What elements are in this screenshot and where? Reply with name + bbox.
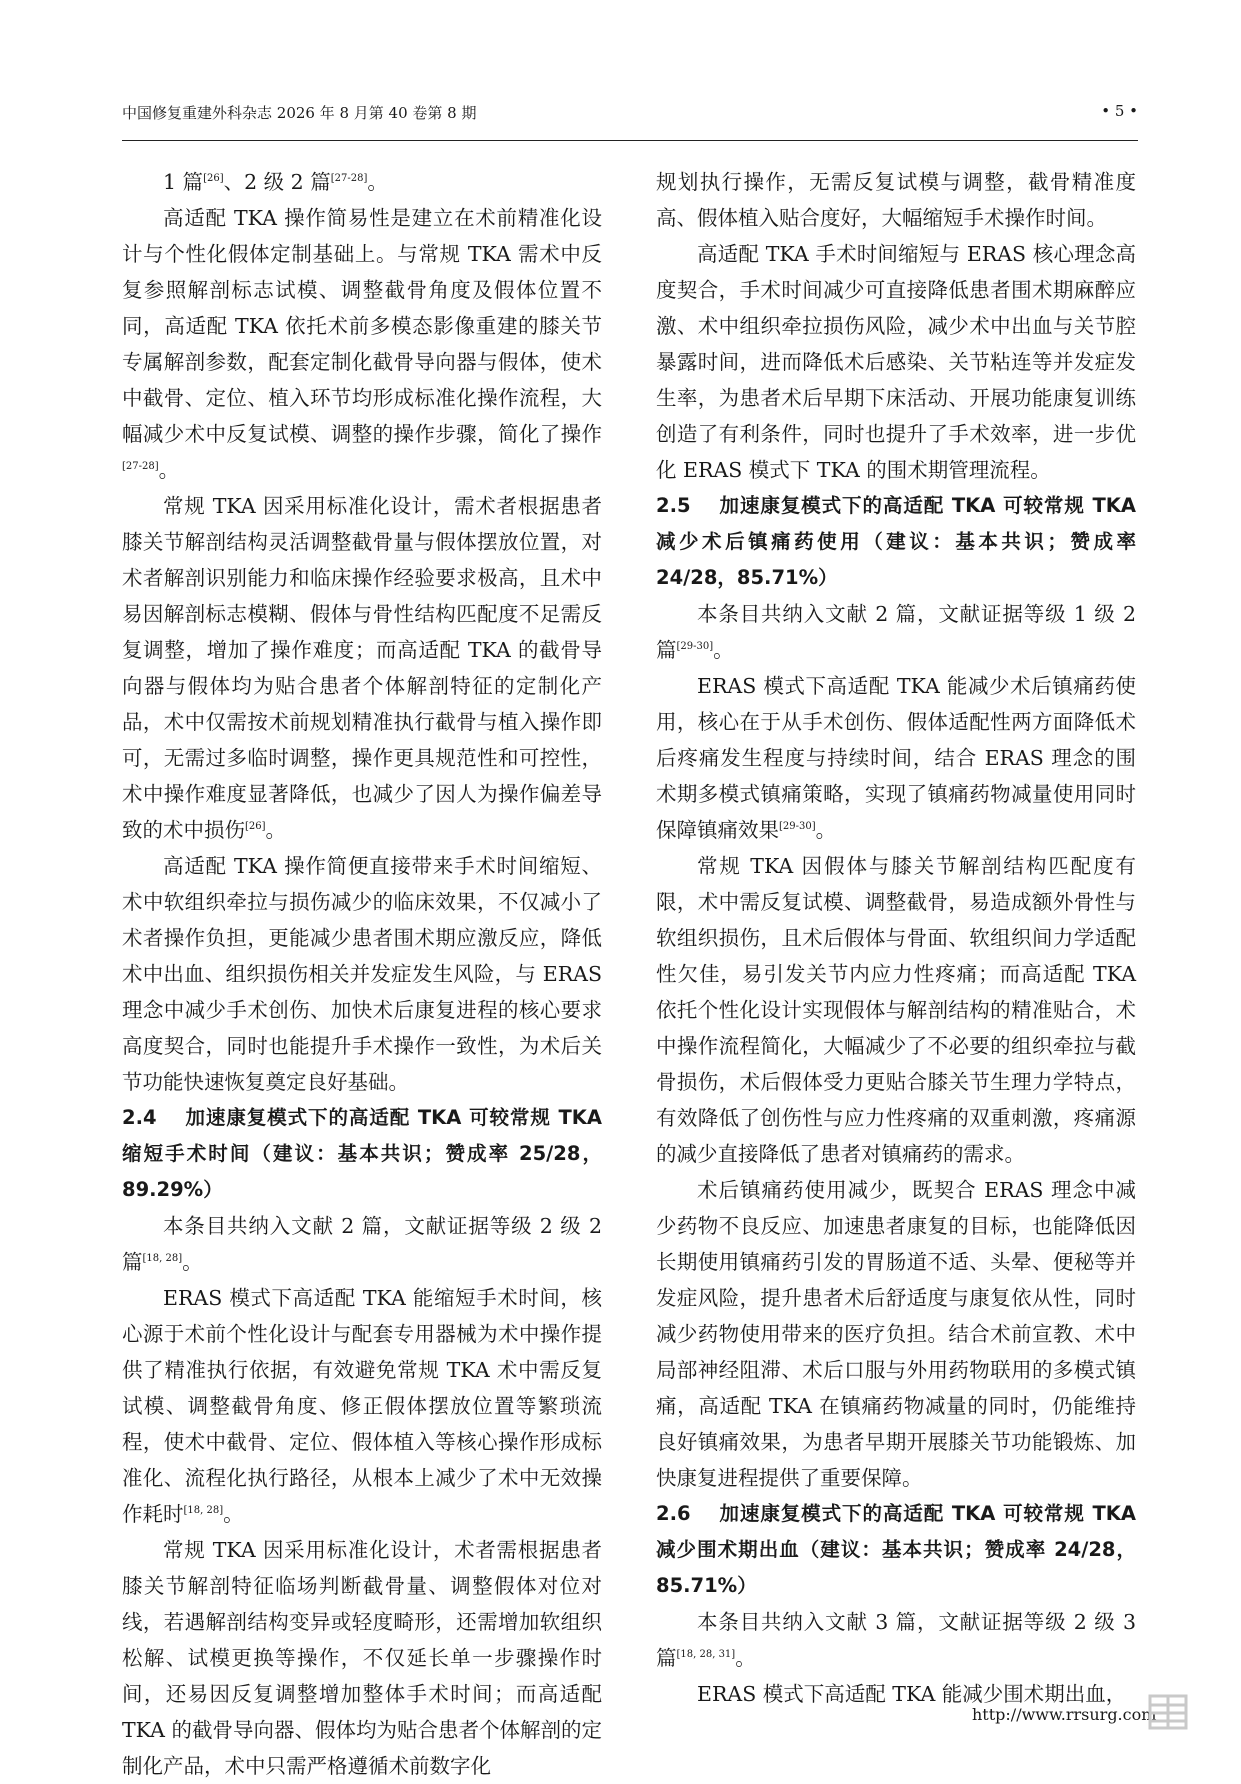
text-run: ERAS 模式下高适配 TKA 能缩短手术时间，核心源于术前个性化设计与配套专用器械为术中操作提供了精准执行依据，有效避免常规 TKA 术中需反复试模、调整截骨角度、修正假体摆放位置等繁琐流程，使术中截骨、定位、假体植入等核心操作形成标准化、流程化执行路径，从根本上减少了术中无效操作耗时 xyxy=(122,1286,602,1526)
body-paragraph xyxy=(122,1208,602,1280)
text-run: 本条目共纳入文献 2 篇，文献证据等级 2 级 2 篇 xyxy=(122,1214,602,1274)
citation-reference: [26] xyxy=(203,173,224,184)
citation-reference: [18, 28] xyxy=(142,1253,183,1264)
section-title: 加速康复模式下的高适配 TKA 可较常规 TKA 减少围术期出血（建议：基本共识；赞成率 24/28，85.71%） xyxy=(656,1502,1136,1597)
left-column xyxy=(122,164,602,1784)
journal-citation: 中国修复重建外科杂志 2026 年 8 月第 40 卷第 8 期 xyxy=(122,104,477,122)
citation-reference: [29-30] xyxy=(676,641,714,652)
text-run: 、2 级 2 篇 xyxy=(223,170,331,194)
text-run: 高适配 TKA 手术时间缩短与 ERAS 核心理念高度契合，手术时间减少可直接降低患者围术期麻醉应激、术中组织牵拉损伤风险，减少术中出血与关节腔暴露时间，进而降低术后感染、关节粘连等并发症发生率，为患者术后早期下床活动、开展功能康复训练创造了有利条件，同时也提升了手术效率，进一步优化 ERAS 模式下 TKA 的围术期管理流程。 xyxy=(656,242,1136,482)
text-run: 1 篇 xyxy=(163,170,204,194)
text-run: 。 xyxy=(158,458,180,482)
section-number: 2.5 xyxy=(656,494,691,517)
body-paragraph xyxy=(656,1172,1136,1496)
citation-reference: [18, 28] xyxy=(183,1505,224,1516)
section-title: 加速康复模式下的高适配 TKA 可较常规 TKA 减少术后镇痛药使用（建议：基本共识；赞成率 24/28，85.71%） xyxy=(656,494,1136,589)
section-number: 2.6 xyxy=(656,1502,691,1525)
section-heading xyxy=(656,488,1136,596)
section-heading xyxy=(122,1100,602,1208)
section-title: 加速康复模式下的高适配 TKA 可较常规 TKA 缩短手术时间（建议：基本共识；赞成率 25/28，89.29%） xyxy=(122,1106,602,1201)
body-paragraph xyxy=(122,1532,602,1784)
body-paragraph xyxy=(656,236,1136,488)
page-number: • 5 • xyxy=(1101,102,1138,120)
text-run: 。 xyxy=(735,1646,756,1670)
text-run: 高适配 TKA 操作简便直接带来手术时间缩短、术中软组织牵拉与损伤减少的临床效果，不仅减小了术者操作负担，更能减少患者围术期应激反应，降低术中出血、组织损伤相关并发症发生风险，与 ERAS 理念中减少手术创伤、加快术后康复进程的核心要求高度契合，同时也能提升手术操作一致性，为术后关节功能快速恢复奠定良好基础。 xyxy=(122,854,602,1094)
text-run: 常规 TKA 因采用标准化设计，需术者根据患者膝关节解剖结构灵活调整截骨量与假体摆放位置，对术者解剖识别能力和临床操作经验要求极高，且术中易因解剖标志模糊、假体与骨性结构匹配度不足需反复调整，增加了操作难度；而高适配 TKA 的截骨导向器与假体均为贴合患者个体解剖特征的定制化产品，术中仅需按术前规划精准执行截骨与植入操作即可，无需过多临时调整，操作更具规范性和可控性，术中操作难度显著降低，也减少了因人为操作偏差导致的术中损伤 xyxy=(122,494,602,842)
body-paragraph xyxy=(656,848,1136,1172)
text-run: 。 xyxy=(815,818,837,842)
text-run: 规划执行操作，无需反复试模与调整，截骨精准度高、假体植入贴合度好，大幅缩短手术操作时间。 xyxy=(656,170,1136,230)
body-paragraph xyxy=(656,596,1136,668)
text-run: 。 xyxy=(182,1250,203,1274)
right-column xyxy=(656,164,1136,1712)
section-number: 2.4 xyxy=(122,1106,157,1129)
body-paragraph xyxy=(122,1280,602,1532)
running-header xyxy=(122,102,1138,130)
text-run: 本条目共纳入文献 2 篇，文献证据等级 1 级 2 篇 xyxy=(656,602,1136,662)
text-run: 常规 TKA 因采用标准化设计，术者需根据患者膝关节解剖特征临场判断截骨量、调整假体对位对线，若遇解剖结构变异或轻度畸形，还需增加软组织松解、试模更换等操作，不仅延长单一步骤操作时间，还易因反复调整增加整体手术时间；而高适配 TKA 的截骨导向器、假体均为贴合患者个体解剖的定制化产品，术中只需严格遵循术前数字化 xyxy=(122,1538,602,1778)
body-paragraph xyxy=(656,164,1136,236)
journal-seal-icon xyxy=(1146,1693,1190,1731)
text-run: 。 xyxy=(367,170,388,194)
header-rule xyxy=(122,140,1138,141)
body-paragraph xyxy=(656,1604,1136,1676)
journal-url[interactable]: http://www.rrsurg.com xyxy=(972,1705,1157,1724)
text-run: 。 xyxy=(265,818,287,842)
text-run: 。 xyxy=(223,1502,244,1526)
body-paragraph xyxy=(122,848,602,1100)
body-paragraph xyxy=(656,668,1136,848)
text-run: 本条目共纳入文献 3 篇，文献证据等级 2 级 3 篇 xyxy=(656,1610,1136,1670)
citation-reference: [27-28] xyxy=(122,461,159,472)
text-run: 高适配 TKA 操作简易性是建立在术前精准化设计与个性化假体定制基础上。与常规 TKA 需术中反复参照解剖标志试模、调整截骨角度及假体位置不同，高适配 TKA 依托术前多模态影像重建的膝关节专属解剖参数，配套定制化截骨导向器与假体，使术中截骨、定位、植入环节均形成标准化操作流程，大幅减少术中反复试模、调整的操作步骤，简化了操作 xyxy=(122,206,602,446)
body-paragraph xyxy=(122,488,602,848)
section-heading xyxy=(656,1496,1136,1604)
text-run: 常规 TKA 因假体与膝关节解剖结构匹配度有限，术中需反复试模、调整截骨，易造成额外骨性与软组织损伤，且术后假体与骨面、软组织间力学适配性欠佳，易引发关节内应力性疼痛；而高适配 TKA 依托个性化设计实现假体与解剖结构的精准贴合，术中操作流程简化，大幅减少了不必要的组织牵拉与截骨损伤，术后假体受力更贴合膝关节生理力学特点，有效降低了创伤性与应力性疼痛的双重刺激，疼痛源的减少直接降低了患者对镇痛药的需求。 xyxy=(656,854,1136,1166)
text-run: 。 xyxy=(713,638,734,662)
body-paragraph xyxy=(122,200,602,488)
body-paragraph xyxy=(122,164,602,200)
text-run: ERAS 模式下高适配 TKA 能减少围术期出血， xyxy=(697,1682,1127,1706)
citation-reference: [27-28] xyxy=(330,173,368,184)
text-run: ERAS 模式下高适配 TKA 能减少术后镇痛药使用，核心在于从手术创伤、假体适配性两方面降低术后疼痛发生程度与持续时间，结合 ERAS 理念的围术期多模式镇痛策略，实现了镇痛药物减量使用同时保障镇痛效果 xyxy=(656,674,1136,842)
citation-reference: [26] xyxy=(245,821,266,832)
citation-reference: [18, 28, 31] xyxy=(676,1649,736,1660)
text-run: 术后镇痛药使用减少，既契合 ERAS 理念中减少药物不良反应、加速患者康复的目标，也能降低因长期使用镇痛药引发的胃肠道不适、头晕、便秘等并发症风险，提升患者术后舒适度与康复依从性，同时减少药物使用带来的医疗负担。结合术前宣教、术中局部神经阻滞、术后口服与外用药物联用的多模式镇痛，高适配 TKA 在镇痛药物减量的同时，仍能维持良好镇痛效果，为患者早期开展膝关节功能锻炼、加快康复进程提供了重要保障。 xyxy=(656,1178,1136,1490)
citation-reference: [29-30] xyxy=(779,821,816,832)
